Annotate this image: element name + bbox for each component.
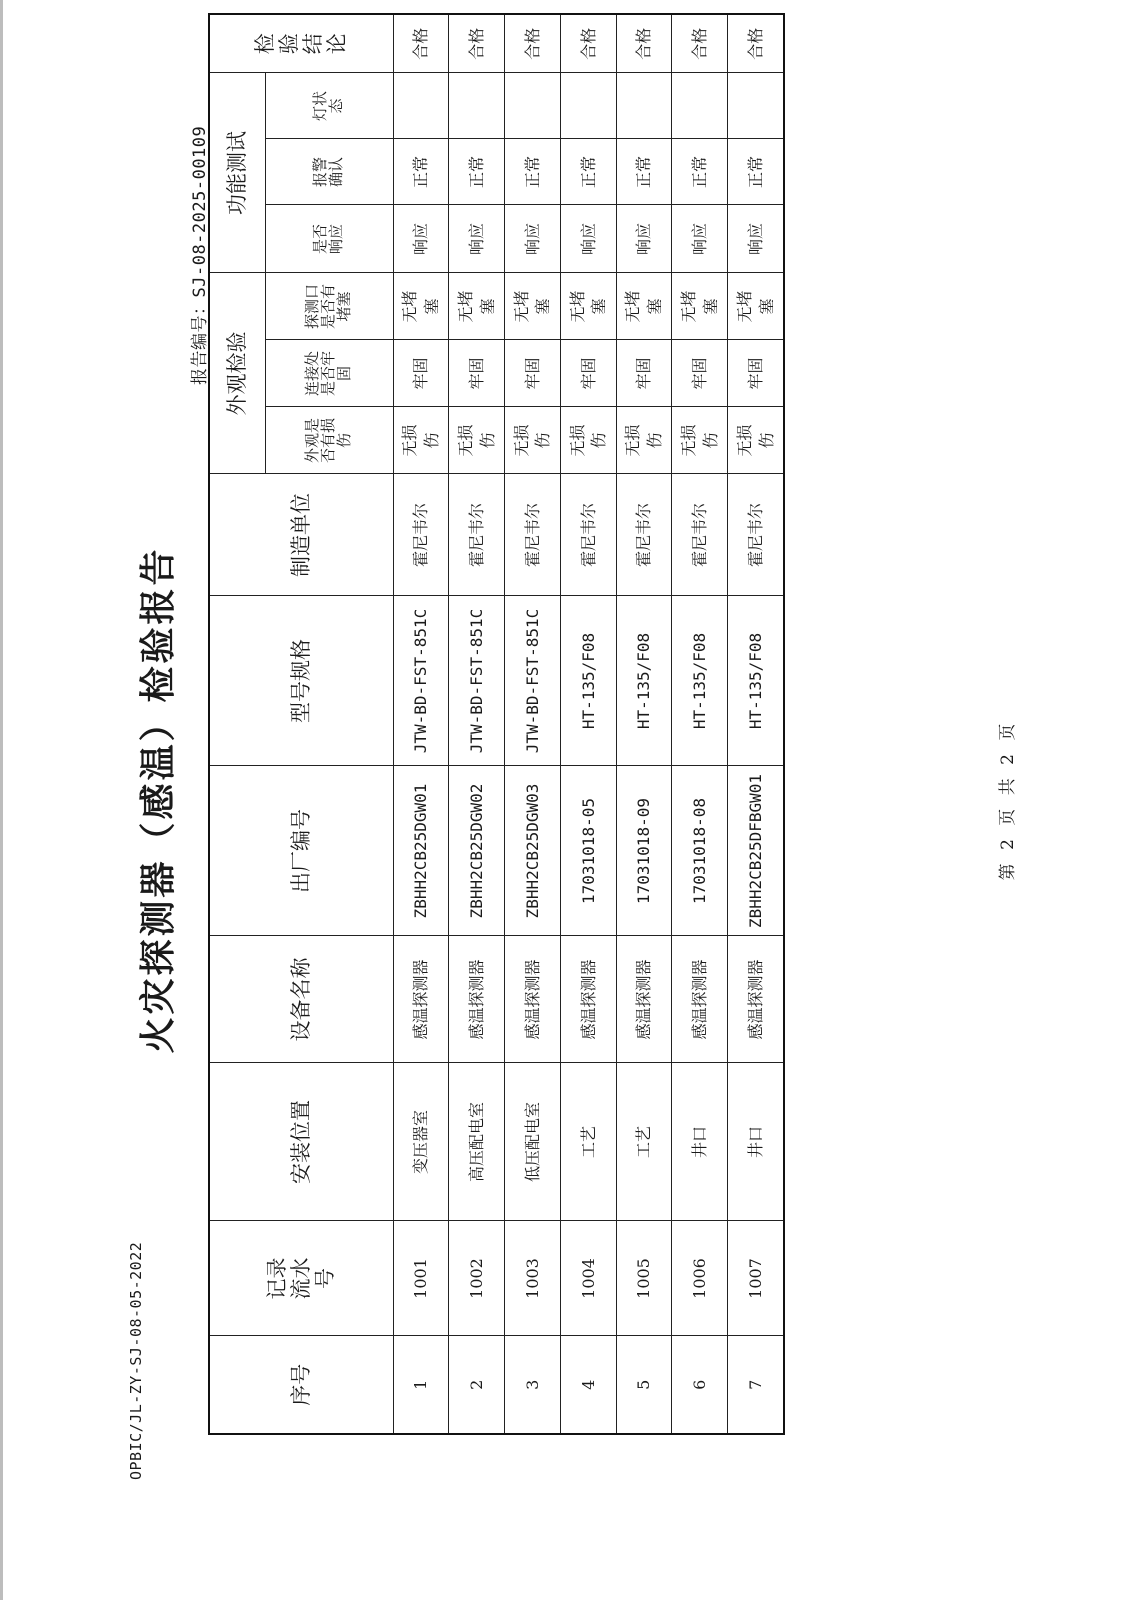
cell-fixed: 牢固: [560, 340, 616, 407]
cell-respond: 响应: [672, 205, 728, 273]
header-conclusion: 检验结论: [209, 14, 393, 73]
cell-damage: 无损伤: [393, 407, 449, 474]
header-serial: 出厂编号: [209, 766, 393, 936]
cell-result: 合格: [560, 14, 616, 73]
header-location: 安装位置: [209, 1063, 393, 1221]
cell-alarm: 正常: [616, 139, 672, 205]
cell-seq: 3: [505, 1336, 561, 1434]
cell-location: 工艺: [560, 1063, 616, 1221]
cell-maker: 霍尼韦尔: [672, 474, 728, 596]
cell-damage: 无损伤: [505, 407, 561, 474]
cell-respond: 响应: [616, 205, 672, 273]
table-row: [449, 14, 505, 1434]
page-footer: 第 2 页 共 2 页: [998, 719, 1018, 881]
cell-alarm: 正常: [505, 139, 561, 205]
report-number-label: 报告编号：: [190, 297, 210, 385]
cell-serial: 17031018-09: [616, 766, 672, 936]
cell-respond: 响应: [505, 205, 561, 273]
cell-result: 合格: [616, 14, 672, 73]
cell-alarm: 正常: [728, 139, 784, 205]
cell-serial: ZBHH2CB25DGW03: [505, 766, 561, 936]
cell-result: 合格: [449, 14, 505, 73]
cell-light: [616, 73, 672, 139]
cell-fixed: 牢固: [728, 340, 784, 407]
cell-blocked: 无堵塞: [505, 273, 561, 340]
cell-alarm: 正常: [449, 139, 505, 205]
cell-location: 工艺: [616, 1063, 672, 1221]
cell-blocked: 无堵塞: [728, 273, 784, 340]
cell-maker: 霍尼韦尔: [505, 474, 561, 596]
cell-serial: 17031018-08: [672, 766, 728, 936]
cell-damage: 无损伤: [616, 407, 672, 474]
header-appearance: 外观检验: [209, 273, 265, 474]
cell-maker: 霍尼韦尔: [449, 474, 505, 596]
cell-result: 合格: [672, 14, 728, 73]
cell-seq: 2: [449, 1336, 505, 1434]
table-row: [393, 14, 449, 1434]
cell-light: [393, 73, 449, 139]
document-code: OPBIC/JL-ZY-SJ-08-05-2022: [127, 1241, 145, 1480]
cell-device: 感温探测器: [672, 936, 728, 1063]
header-blocked: 探测口是否有堵塞: [265, 273, 393, 340]
header-alarm: 报警确认: [265, 139, 393, 205]
report-number: [185, 126, 210, 385]
header-maker: 制造单位: [209, 474, 393, 596]
cell-model: HT-135/F08: [616, 596, 672, 766]
cell-damage: 无损伤: [449, 407, 505, 474]
inspection-table: [208, 13, 785, 1435]
cell-seq: 5: [616, 1336, 672, 1434]
cell-light: [672, 73, 728, 139]
cell-model: JTW-BD-FST-851C: [449, 596, 505, 766]
cell-fixed: 牢固: [672, 340, 728, 407]
cell-fixed: 牢固: [449, 340, 505, 407]
cell-maker: 霍尼韦尔: [616, 474, 672, 596]
cell-light: [560, 73, 616, 139]
cell-blocked: 无堵塞: [449, 273, 505, 340]
cell-blocked: 无堵塞: [616, 273, 672, 340]
cell-blocked: 无堵塞: [393, 273, 449, 340]
cell-record: 1005: [616, 1221, 672, 1336]
cell-record: 1007: [728, 1221, 784, 1336]
cell-seq: 6: [672, 1336, 728, 1434]
report-number-value: SJ-08-2025-00109: [190, 125, 210, 298]
cell-record: 1004: [560, 1221, 616, 1336]
cell-alarm: 正常: [560, 139, 616, 205]
cell-serial: 17031018-05: [560, 766, 616, 936]
cell-alarm: 正常: [672, 139, 728, 205]
cell-seq: 4: [560, 1336, 616, 1434]
header-device: 设备名称: [209, 936, 393, 1063]
cell-record: 1001: [393, 1221, 449, 1336]
cell-location: 变压器室: [393, 1063, 449, 1221]
header-function: 功能测试: [209, 73, 265, 273]
cell-blocked: 无堵塞: [672, 273, 728, 340]
cell-respond: 响应: [449, 205, 505, 273]
header-fixed: 连接处是否牢固: [265, 340, 393, 407]
cell-device: 感温探测器: [393, 936, 449, 1063]
cell-device: 感温探测器: [505, 936, 561, 1063]
page-title: 火灾探测器（感温）检验报告: [137, 546, 179, 1054]
cell-result: 合格: [728, 14, 784, 73]
cell-record: 1003: [505, 1221, 561, 1336]
cell-maker: 霍尼韦尔: [393, 474, 449, 596]
cell-alarm: 正常: [393, 139, 449, 205]
cell-serial: ZBHH2CB25DFBGW01: [728, 766, 784, 936]
cell-record: 1002: [449, 1221, 505, 1336]
header-model: 型号规格: [209, 596, 393, 766]
cell-fixed: 牢固: [393, 340, 449, 407]
cell-serial: ZBHH2CB25DGW01: [393, 766, 449, 936]
cell-location: 井口: [672, 1063, 728, 1221]
cell-blocked: 无堵塞: [560, 273, 616, 340]
header-respond: 是否响应: [265, 205, 393, 273]
cell-serial: ZBHH2CB25DGW02: [449, 766, 505, 936]
header-record: 记录流水号: [209, 1221, 393, 1336]
cell-device: 感温探测器: [616, 936, 672, 1063]
header-damage: 外观是否有损伤: [265, 407, 393, 474]
cell-light: [449, 73, 505, 139]
cell-light: [728, 73, 784, 139]
cell-device: 感温探测器: [560, 936, 616, 1063]
header-light: 灯状态: [265, 73, 393, 139]
cell-damage: 无损伤: [728, 407, 784, 474]
cell-model: JTW-BD-FST-851C: [393, 596, 449, 766]
cell-maker: 霍尼韦尔: [728, 474, 784, 596]
cell-seq: 1: [393, 1336, 449, 1434]
table-row: [616, 14, 672, 1434]
table-body: [393, 14, 784, 1434]
cell-fixed: 牢固: [616, 340, 672, 407]
cell-maker: 霍尼韦尔: [560, 474, 616, 596]
cell-damage: 无损伤: [560, 407, 616, 474]
cell-damage: 无损伤: [672, 407, 728, 474]
cell-device: 感温探测器: [449, 936, 505, 1063]
cell-model: HT-135/F08: [728, 596, 784, 766]
cell-result: 合格: [393, 14, 449, 73]
cell-respond: 响应: [560, 205, 616, 273]
table-row: [505, 14, 561, 1434]
cell-model: HT-135/F08: [560, 596, 616, 766]
table-row: [672, 14, 728, 1434]
cell-light: [505, 73, 561, 139]
cell-device: 感温探测器: [728, 936, 784, 1063]
cell-location: 井口: [728, 1063, 784, 1221]
cell-respond: 响应: [728, 205, 784, 273]
cell-model: HT-135/F08: [672, 596, 728, 766]
cell-result: 合格: [505, 14, 561, 73]
table-row: [728, 14, 784, 1434]
cell-seq: 7: [728, 1336, 784, 1434]
cell-location: 低压配电室: [505, 1063, 561, 1221]
cell-model: JTW-BD-FST-851C: [505, 596, 561, 766]
cell-fixed: 牢固: [505, 340, 561, 407]
header-seq: 序号: [209, 1336, 393, 1434]
cell-location: 高压配电室: [449, 1063, 505, 1221]
cell-record: 1006: [672, 1221, 728, 1336]
table-row: [560, 14, 616, 1434]
cell-respond: 响应: [393, 205, 449, 273]
